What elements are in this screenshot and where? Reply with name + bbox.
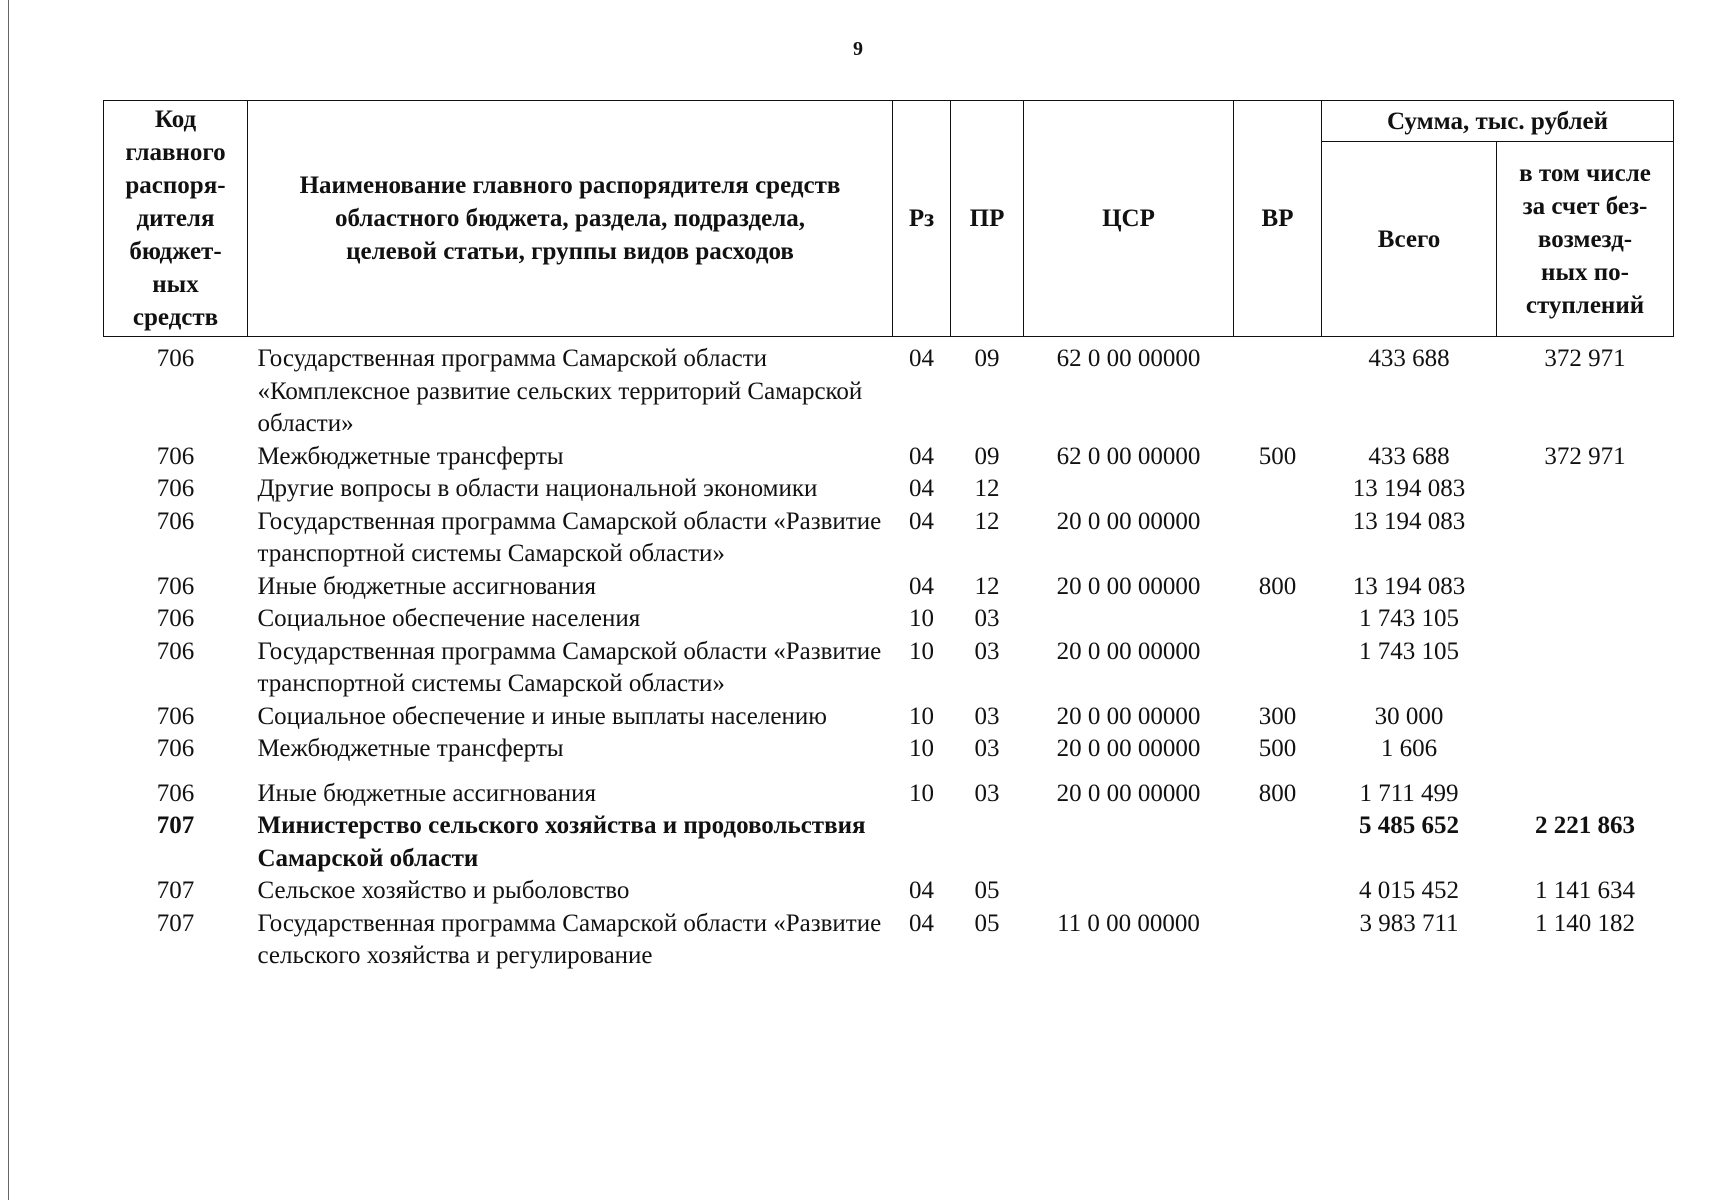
- table-row: [104, 908, 1674, 973]
- cell-vr: [1234, 473, 1322, 506]
- page-number: 9: [853, 38, 863, 60]
- cell-csr: 20 0 00 00000: [1056, 507, 1201, 535]
- cell-csr: 20 0 00 00000: [1056, 572, 1201, 600]
- cell-vr: 500: [1258, 735, 1297, 762]
- cell-pr: [951, 810, 1024, 875]
- cell-total: 13 194 083: [1352, 507, 1466, 535]
- cell-name: Межбюджетные трансферты: [257, 442, 564, 470]
- cell-total: 3 983 711: [1359, 909, 1459, 937]
- cell-rz: 04: [909, 345, 934, 372]
- table-row: [104, 473, 1674, 506]
- header-csr: ЦСР: [1024, 101, 1234, 337]
- cell-pr: 12: [974, 475, 1000, 502]
- cell-name: Сельское хозяйство и рыболовство: [257, 877, 630, 904]
- cell-rz: 04: [909, 507, 934, 535]
- cell-name: Социальное обеспечение населения: [257, 605, 641, 632]
- cell-csr: 62 0 00 00000: [1056, 345, 1201, 372]
- cell-free: 2 221 863: [1535, 812, 1635, 839]
- cell-rz: 10: [909, 637, 934, 665]
- table-row: [104, 701, 1674, 734]
- cell-csr: [1024, 875, 1234, 908]
- cell-kod: 706: [156, 735, 195, 762]
- header-kod-line: главного: [125, 139, 226, 166]
- cell-free: [1497, 701, 1674, 734]
- cell-rz: 04: [909, 909, 934, 937]
- header-kod-line: средств: [132, 304, 219, 331]
- table-row: [104, 636, 1674, 701]
- header-name: [248, 101, 893, 337]
- cell-rz: 10: [909, 702, 934, 730]
- cell-kod: 707: [156, 909, 195, 937]
- cell-name: Иные бюджетные ассигнования: [257, 779, 597, 807]
- cell-free: [1497, 766, 1674, 811]
- cell-csr: 62 0 00 00000: [1056, 442, 1201, 470]
- cell-rz: 04: [909, 442, 934, 470]
- header-free-line: за счет без-: [1522, 192, 1648, 220]
- cell-total: 433 688: [1368, 345, 1450, 372]
- cell-free: [1497, 733, 1674, 766]
- cell-pr: 05: [974, 909, 1000, 937]
- header-free-line: возмезд-: [1537, 225, 1633, 253]
- cell-csr: 11 0 00 00000: [1057, 909, 1200, 937]
- cell-csr: 20 0 00 00000: [1056, 637, 1201, 665]
- cell-csr: 20 0 00 00000: [1056, 735, 1201, 762]
- header-kod-line: распоря-: [125, 172, 226, 199]
- cell-total: 1 743 105: [1359, 637, 1459, 665]
- table-row: [104, 875, 1674, 908]
- cell-kod: 706: [156, 779, 195, 807]
- table-body: [104, 337, 1674, 973]
- header-sum: Сумма, тыс. рублей: [1322, 101, 1674, 142]
- cell-pr: 09: [974, 442, 1000, 470]
- cell-free: [1497, 506, 1674, 571]
- cell-vr: [1234, 603, 1322, 636]
- header-free: [1497, 142, 1674, 337]
- cell-free: 372 971: [1544, 442, 1626, 470]
- cell-pr: 03: [974, 637, 1000, 665]
- header-kod-line: бюджет-: [129, 238, 222, 265]
- cell-name: Государственная программа Самарской области «Развитие транспортной системы Самарской области»: [257, 637, 882, 697]
- table-row: [104, 337, 1674, 441]
- cell-total: 433 688: [1368, 442, 1450, 470]
- header-total: Всего: [1322, 142, 1497, 337]
- cell-free: 372 971: [1544, 345, 1626, 372]
- cell-vr: 500: [1258, 442, 1297, 470]
- header-name-line: Наименование главного распорядителя средств: [299, 172, 841, 199]
- table-header: [104, 101, 1674, 337]
- cell-vr: [1234, 337, 1322, 441]
- header-free-line: ступлений: [1525, 291, 1645, 319]
- cell-kod: 706: [156, 507, 195, 535]
- table-row: [104, 733, 1674, 766]
- cell-csr: [1024, 603, 1234, 636]
- cell-name: Государственная программа Самарской области «Развитие сельского хозяйства и регулирование: [257, 909, 882, 969]
- header-kod: [104, 101, 248, 337]
- header-vr: ВР: [1234, 101, 1322, 337]
- header-name-line: целевой статьи, группы видов расходов: [346, 238, 794, 265]
- cell-free: 1 141 634: [1535, 877, 1635, 904]
- cell-total: 13 194 083: [1352, 572, 1466, 600]
- cell-name: Государственная программа Самарской области «Комплексное развитие сельских территорий Самарской области»: [257, 345, 863, 437]
- cell-csr: [1024, 473, 1234, 506]
- table-row: [104, 571, 1674, 604]
- cell-vr: 800: [1258, 779, 1297, 807]
- cell-pr: 05: [974, 877, 1000, 904]
- cell-kod: 706: [156, 345, 195, 372]
- cell-rz: 04: [909, 572, 934, 600]
- cell-kod: 706: [156, 605, 195, 632]
- cell-total: 5 485 652: [1359, 812, 1459, 839]
- cell-csr: 20 0 00 00000: [1056, 702, 1201, 730]
- cell-pr: 03: [974, 779, 1000, 807]
- cell-name: Государственная программа Самарской области «Развитие транспортной системы Самарской области»: [257, 507, 882, 567]
- cell-name: Межбюджетные трансферты: [257, 735, 564, 762]
- header-kod-line: дителя: [136, 205, 215, 232]
- cell-rz: [893, 810, 951, 875]
- cell-name: Министерство сельского хозяйства и продовольствия Самарской области: [257, 812, 866, 872]
- cell-pr: 12: [974, 507, 1000, 535]
- cell-kod: 706: [156, 702, 195, 730]
- cell-vr: [1234, 810, 1322, 875]
- cell-pr: 03: [974, 702, 1000, 730]
- table-row: [104, 810, 1674, 875]
- cell-pr: 12: [974, 572, 1000, 600]
- cell-free: [1497, 571, 1674, 604]
- cell-name: Социальное обеспечение и иные выплаты населению: [257, 702, 827, 730]
- cell-kod: 706: [156, 475, 195, 502]
- cell-vr: [1234, 875, 1322, 908]
- cell-name: Другие вопросы в области национальной экономики: [257, 475, 818, 502]
- cell-total: 13 194 083: [1352, 475, 1466, 502]
- header-name-line: областного бюджета, раздела, подраздела,: [334, 205, 806, 232]
- cell-csr: 20 0 00 00000: [1056, 779, 1201, 807]
- cell-pr: 03: [974, 735, 1000, 762]
- cell-vr: [1234, 908, 1322, 973]
- cell-free: [1497, 603, 1674, 636]
- cell-kod: 706: [156, 442, 195, 470]
- cell-total: 1 743 105: [1359, 605, 1459, 632]
- table-row: [104, 506, 1674, 571]
- header-pr: ПР: [951, 101, 1024, 337]
- cell-kod: 707: [156, 877, 195, 904]
- page-edge-line: [8, 0, 9, 1200]
- cell-rz: 10: [909, 605, 934, 632]
- cell-vr: 800: [1258, 572, 1297, 600]
- cell-free: [1497, 636, 1674, 701]
- cell-pr: 03: [974, 605, 1000, 632]
- cell-rz: 10: [909, 779, 934, 807]
- header-kod-line: ных: [152, 271, 199, 298]
- cell-rz: 04: [909, 877, 934, 904]
- cell-vr: [1234, 636, 1322, 701]
- table-row: [104, 603, 1674, 636]
- cell-kod: 707: [156, 812, 195, 839]
- cell-total: 1 606: [1380, 735, 1438, 762]
- cell-total: 1 711 499: [1359, 779, 1459, 807]
- cell-total: 4 015 452: [1359, 877, 1459, 904]
- cell-vr: 300: [1258, 702, 1297, 730]
- cell-total: 30 000: [1374, 702, 1444, 730]
- cell-rz: 10: [909, 735, 934, 762]
- table-row: [104, 441, 1674, 474]
- cell-kod: 706: [156, 637, 195, 665]
- header-kod-line: Код: [154, 106, 197, 133]
- cell-rz: 04: [909, 475, 934, 502]
- header-rz: Рз: [893, 101, 951, 337]
- cell-kod: 706: [156, 572, 195, 600]
- cell-free: [1497, 473, 1674, 506]
- cell-name: Иные бюджетные ассигнования: [257, 572, 597, 600]
- table-row: [104, 766, 1674, 811]
- cell-vr: [1234, 506, 1322, 571]
- budget-table: [103, 100, 1674, 973]
- header-free-line: ных по-: [1541, 258, 1629, 286]
- cell-free: 1 140 182: [1535, 909, 1635, 937]
- header-free-line: в том числе: [1519, 159, 1651, 187]
- cell-pr: 09: [974, 345, 1000, 372]
- cell-csr: [1024, 810, 1234, 875]
